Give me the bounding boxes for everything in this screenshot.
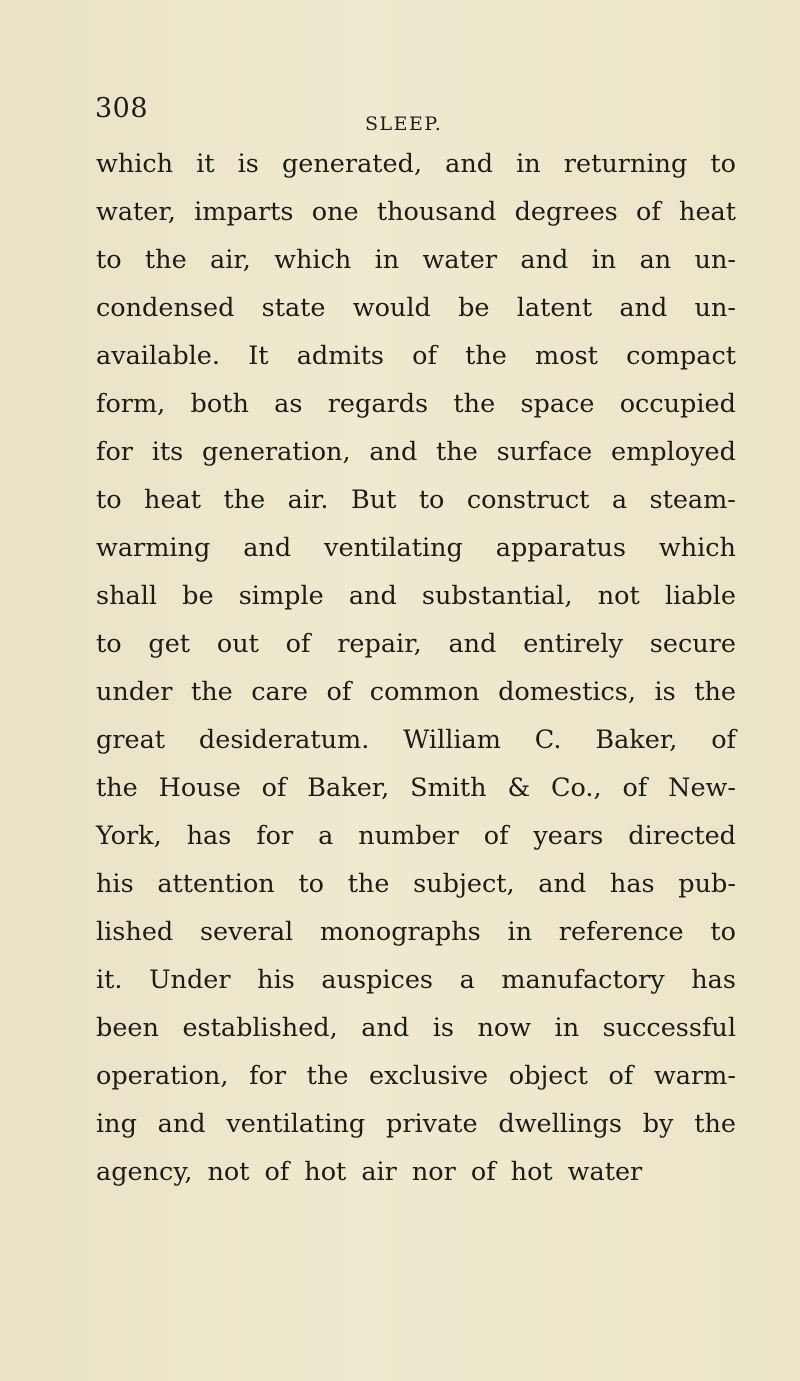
text-line <box>96 524 736 572</box>
word: to <box>96 245 122 275</box>
word: be <box>458 293 490 323</box>
word: under <box>96 677 173 707</box>
word: Co., <box>551 773 602 803</box>
word: repair, <box>337 629 422 659</box>
word: regards <box>327 389 429 419</box>
word: House <box>158 773 241 803</box>
word: It <box>248 341 269 371</box>
word: is <box>432 1013 454 1043</box>
word: construct <box>466 485 590 515</box>
word: and <box>361 1013 410 1043</box>
word: condensed <box>96 293 235 323</box>
word: most <box>535 341 598 371</box>
word: of <box>264 1157 290 1187</box>
word: as <box>274 389 303 419</box>
word: by <box>642 1109 674 1139</box>
text-line <box>96 1052 736 1100</box>
word: his <box>257 965 295 995</box>
word: in <box>591 245 617 275</box>
word: a <box>318 821 334 851</box>
word: & <box>507 773 531 803</box>
text-line <box>96 1100 736 1148</box>
word: lished <box>96 917 174 947</box>
word: object <box>508 1061 588 1091</box>
word: warming <box>96 533 211 563</box>
text-line <box>96 764 736 812</box>
word: and <box>445 149 494 179</box>
word: and <box>369 437 418 467</box>
word: the <box>96 773 138 803</box>
word: compact <box>626 341 736 371</box>
word: is <box>237 149 259 179</box>
word: un- <box>694 293 736 323</box>
word: New- <box>668 773 736 803</box>
word: air. <box>287 485 329 515</box>
text-line <box>96 1004 736 1052</box>
word: is <box>654 677 676 707</box>
word: dwellings <box>498 1109 622 1139</box>
word: to <box>96 485 122 515</box>
word: one <box>311 197 359 227</box>
word: be <box>182 581 214 611</box>
word: both <box>190 389 249 419</box>
word: and <box>448 629 497 659</box>
word: the <box>347 869 390 899</box>
text-line <box>96 428 736 476</box>
text-line <box>96 140 736 188</box>
word: not <box>597 581 640 611</box>
word: air <box>361 1157 397 1187</box>
word: now <box>477 1013 532 1043</box>
word: form, <box>96 389 166 419</box>
word: latent <box>516 293 593 323</box>
text-line <box>96 668 736 716</box>
word: directed <box>628 821 736 851</box>
word: available. <box>96 341 221 371</box>
word: successful <box>602 1013 736 1043</box>
page-header <box>95 93 715 133</box>
word: which <box>658 533 736 563</box>
word: has <box>691 965 736 995</box>
word: the <box>306 1061 349 1091</box>
word: water <box>567 1157 643 1187</box>
word: to <box>710 917 736 947</box>
word: get <box>148 629 191 659</box>
word: Smith <box>410 773 487 803</box>
word: Baker, <box>595 725 678 755</box>
word: the <box>694 1109 736 1139</box>
word: generation, <box>201 437 351 467</box>
word: to <box>298 869 325 899</box>
word: steam- <box>649 485 736 515</box>
word: space <box>520 389 595 419</box>
word: thousand <box>376 197 497 227</box>
word: subject, <box>413 869 515 899</box>
word: warm- <box>653 1061 736 1091</box>
word: of <box>470 1157 496 1187</box>
word: hot <box>304 1157 347 1187</box>
word: has <box>186 821 232 851</box>
text-line <box>96 812 736 860</box>
word: it. <box>96 965 123 995</box>
word: admits <box>296 341 384 371</box>
word: years <box>533 821 604 851</box>
word: private <box>386 1109 478 1139</box>
word: manufactory <box>501 965 665 995</box>
text-line <box>96 1148 736 1196</box>
word: the <box>453 389 496 419</box>
word: of <box>711 725 736 755</box>
word: a <box>611 485 628 515</box>
word: entirely <box>523 629 623 659</box>
word: domestics, <box>498 677 636 707</box>
word: established, <box>182 1013 338 1043</box>
word: of <box>285 629 311 659</box>
word: of <box>261 773 287 803</box>
word: But <box>350 485 397 515</box>
word: heat <box>679 197 736 227</box>
word: for <box>96 437 133 467</box>
word: apparatus <box>495 533 626 563</box>
word: secure <box>649 629 736 659</box>
word: to <box>418 485 445 515</box>
word: pub- <box>678 869 736 899</box>
word: auspices <box>321 965 434 995</box>
word: number <box>358 821 459 851</box>
word: imparts <box>194 197 294 227</box>
word: of <box>412 341 437 371</box>
text-line <box>96 716 736 764</box>
word: ing <box>96 1109 137 1139</box>
text-line <box>96 572 736 620</box>
word: which <box>274 245 352 275</box>
word: in <box>516 149 541 179</box>
word: the <box>190 677 233 707</box>
word: water <box>422 245 498 275</box>
word: desideratum. <box>198 725 370 755</box>
word: to <box>96 629 122 659</box>
text-line <box>96 908 736 956</box>
word: operation, <box>96 1061 229 1091</box>
word: to <box>710 149 736 179</box>
word: ventilating <box>226 1109 366 1139</box>
word: and <box>520 245 569 275</box>
word: Under <box>149 965 231 995</box>
text-line <box>96 476 736 524</box>
word: and <box>157 1109 206 1139</box>
word: ventilating <box>324 533 463 563</box>
word: liable <box>664 581 736 611</box>
word: of <box>326 677 352 707</box>
word: simple <box>238 581 324 611</box>
word: returning <box>563 149 688 179</box>
word: would <box>352 293 431 323</box>
word: generated, <box>281 149 423 179</box>
word: surface <box>496 437 593 467</box>
text-line <box>96 620 736 668</box>
word: the <box>694 677 736 707</box>
word: an <box>639 245 672 275</box>
page-number: 308 <box>95 93 149 124</box>
running-head: SLEEP. <box>365 113 443 135</box>
word: C. <box>534 725 562 755</box>
word: degrees <box>514 197 618 227</box>
word: which <box>96 149 174 179</box>
text-line <box>96 860 736 908</box>
text-line <box>96 380 736 428</box>
word: nor <box>411 1157 456 1187</box>
word: the <box>465 341 507 371</box>
word: and <box>348 581 397 611</box>
text-line <box>96 236 736 284</box>
word: the <box>144 245 187 275</box>
word: monographs <box>319 917 481 947</box>
word: substantial, <box>421 581 573 611</box>
word: agency, <box>96 1157 193 1187</box>
word: for <box>256 821 294 851</box>
text-line <box>96 332 736 380</box>
word: un- <box>694 245 736 275</box>
word: been <box>96 1013 159 1043</box>
word: exclusive <box>369 1061 489 1091</box>
word: air, <box>210 245 251 275</box>
word: water, <box>96 197 176 227</box>
word: the <box>223 485 266 515</box>
word: and <box>243 533 292 563</box>
word: reference <box>558 917 684 947</box>
word: and <box>619 293 668 323</box>
word: in <box>374 245 400 275</box>
word: the <box>436 437 478 467</box>
word: shall <box>96 581 158 611</box>
word: for <box>249 1061 287 1091</box>
word: hot <box>510 1157 553 1187</box>
word: not <box>207 1157 250 1187</box>
word: several <box>199 917 294 947</box>
word: heat <box>144 485 202 515</box>
word: employed <box>611 437 736 467</box>
text-line <box>96 188 736 236</box>
body-text <box>96 140 736 1196</box>
word: state <box>261 293 326 323</box>
word: of <box>622 773 648 803</box>
word: it <box>196 149 215 179</box>
word: in <box>507 917 533 947</box>
word: out <box>216 629 259 659</box>
word: his <box>96 869 134 899</box>
word: William <box>403 725 501 755</box>
word: attention <box>157 869 275 899</box>
word: Baker, <box>307 773 390 803</box>
text-line <box>96 956 736 1004</box>
text-line <box>96 284 736 332</box>
word: care <box>251 677 308 707</box>
word: in <box>554 1013 580 1043</box>
word: occupied <box>619 389 736 419</box>
word: common <box>369 677 480 707</box>
word: of <box>483 821 509 851</box>
word: of <box>636 197 661 227</box>
word: of <box>608 1061 634 1091</box>
word: great <box>96 725 166 755</box>
word: York, <box>96 821 162 851</box>
word: has <box>609 869 655 899</box>
word: and <box>538 869 587 899</box>
word: a <box>459 965 475 995</box>
word: its <box>151 437 184 467</box>
